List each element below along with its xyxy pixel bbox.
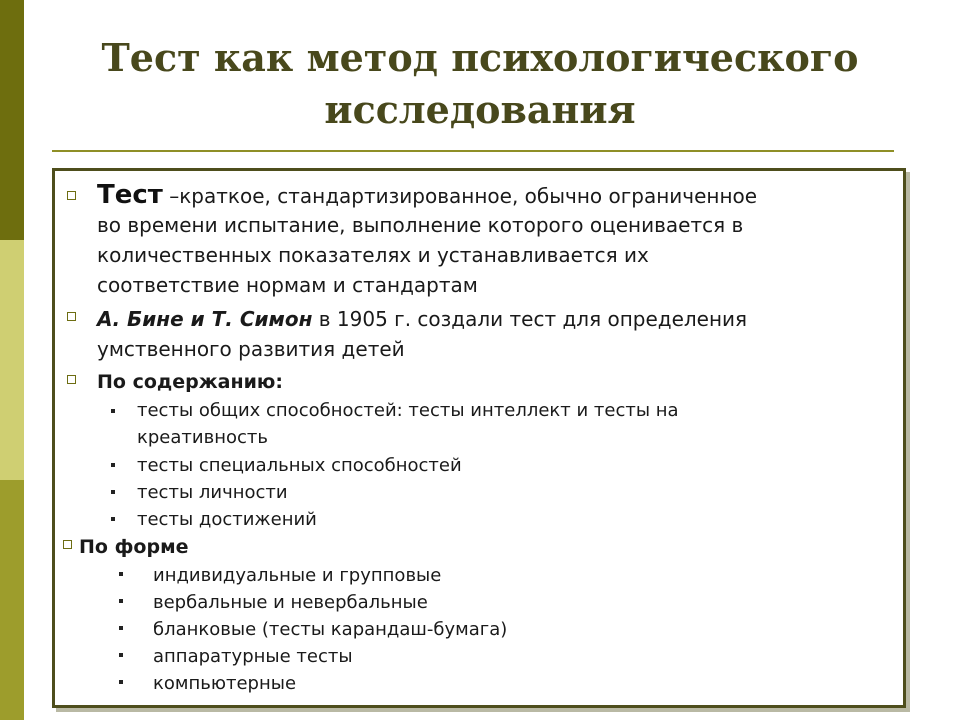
history-line-2: умственного развития детей xyxy=(97,337,405,361)
slide-title-line-1: Тест как метод психологического xyxy=(101,35,859,80)
definition-line-2: во времени испытание, выполнение которого оценивается в xyxy=(97,213,744,237)
sub-bullet-icon xyxy=(111,463,115,467)
square-bullet-icon xyxy=(67,375,76,384)
sidebar-segment-light xyxy=(0,240,24,480)
title-divider xyxy=(52,150,894,152)
sub-bullet-icon xyxy=(119,599,123,603)
sidebar-segment-dark xyxy=(0,0,24,240)
term-test: Тест xyxy=(97,180,163,210)
content-item: тесты общих способностей: тесты интеллект и тесты на xyxy=(137,400,679,421)
authors-names: А. Бине и Т. Симон xyxy=(97,307,313,331)
sub-bullet-icon xyxy=(119,680,123,684)
content-item: тесты личности xyxy=(137,482,288,503)
slide-title-line-2: исследования xyxy=(324,87,636,132)
form-item: бланковые (тесты карандаш-бумага) xyxy=(153,619,508,640)
sub-bullet-icon xyxy=(111,490,115,494)
form-item: компьютерные xyxy=(153,673,297,694)
content-item: тесты достижений xyxy=(137,509,317,530)
sub-bullet-icon xyxy=(119,572,123,576)
slide-title xyxy=(30,32,930,136)
square-bullet-icon xyxy=(67,312,76,321)
definition-line-1 xyxy=(97,181,757,211)
content-item: тесты специальных способностей xyxy=(137,455,462,476)
content-item-continuation: креативность xyxy=(137,427,268,448)
square-bullet-icon xyxy=(67,191,76,200)
by-content-heading: По содержанию: xyxy=(97,371,283,393)
sub-bullet-icon xyxy=(111,409,115,413)
form-item: индивидуальные и групповые xyxy=(153,565,442,586)
sub-bullet-icon xyxy=(111,517,115,521)
content-box xyxy=(52,168,906,708)
square-bullet-icon xyxy=(63,540,72,549)
definition-line-4: соответствие нормам и стандартам xyxy=(97,273,478,297)
sub-bullet-icon xyxy=(119,653,123,657)
history-line-1 xyxy=(97,305,747,334)
definition-line-3: количественных показателях и устанавливается их xyxy=(97,243,649,267)
definition-text-1: –краткое, стандартизированное, обычно ограниченное xyxy=(162,184,758,208)
sidebar-segment-olive xyxy=(0,480,24,720)
by-form-heading: По форме xyxy=(79,536,189,558)
form-item: аппаратурные тесты xyxy=(153,646,353,667)
form-item: вербальные и невербальные xyxy=(153,592,428,613)
history-text-1: в 1905 г. создали тест для определения xyxy=(312,307,748,331)
sub-bullet-icon xyxy=(119,626,123,630)
